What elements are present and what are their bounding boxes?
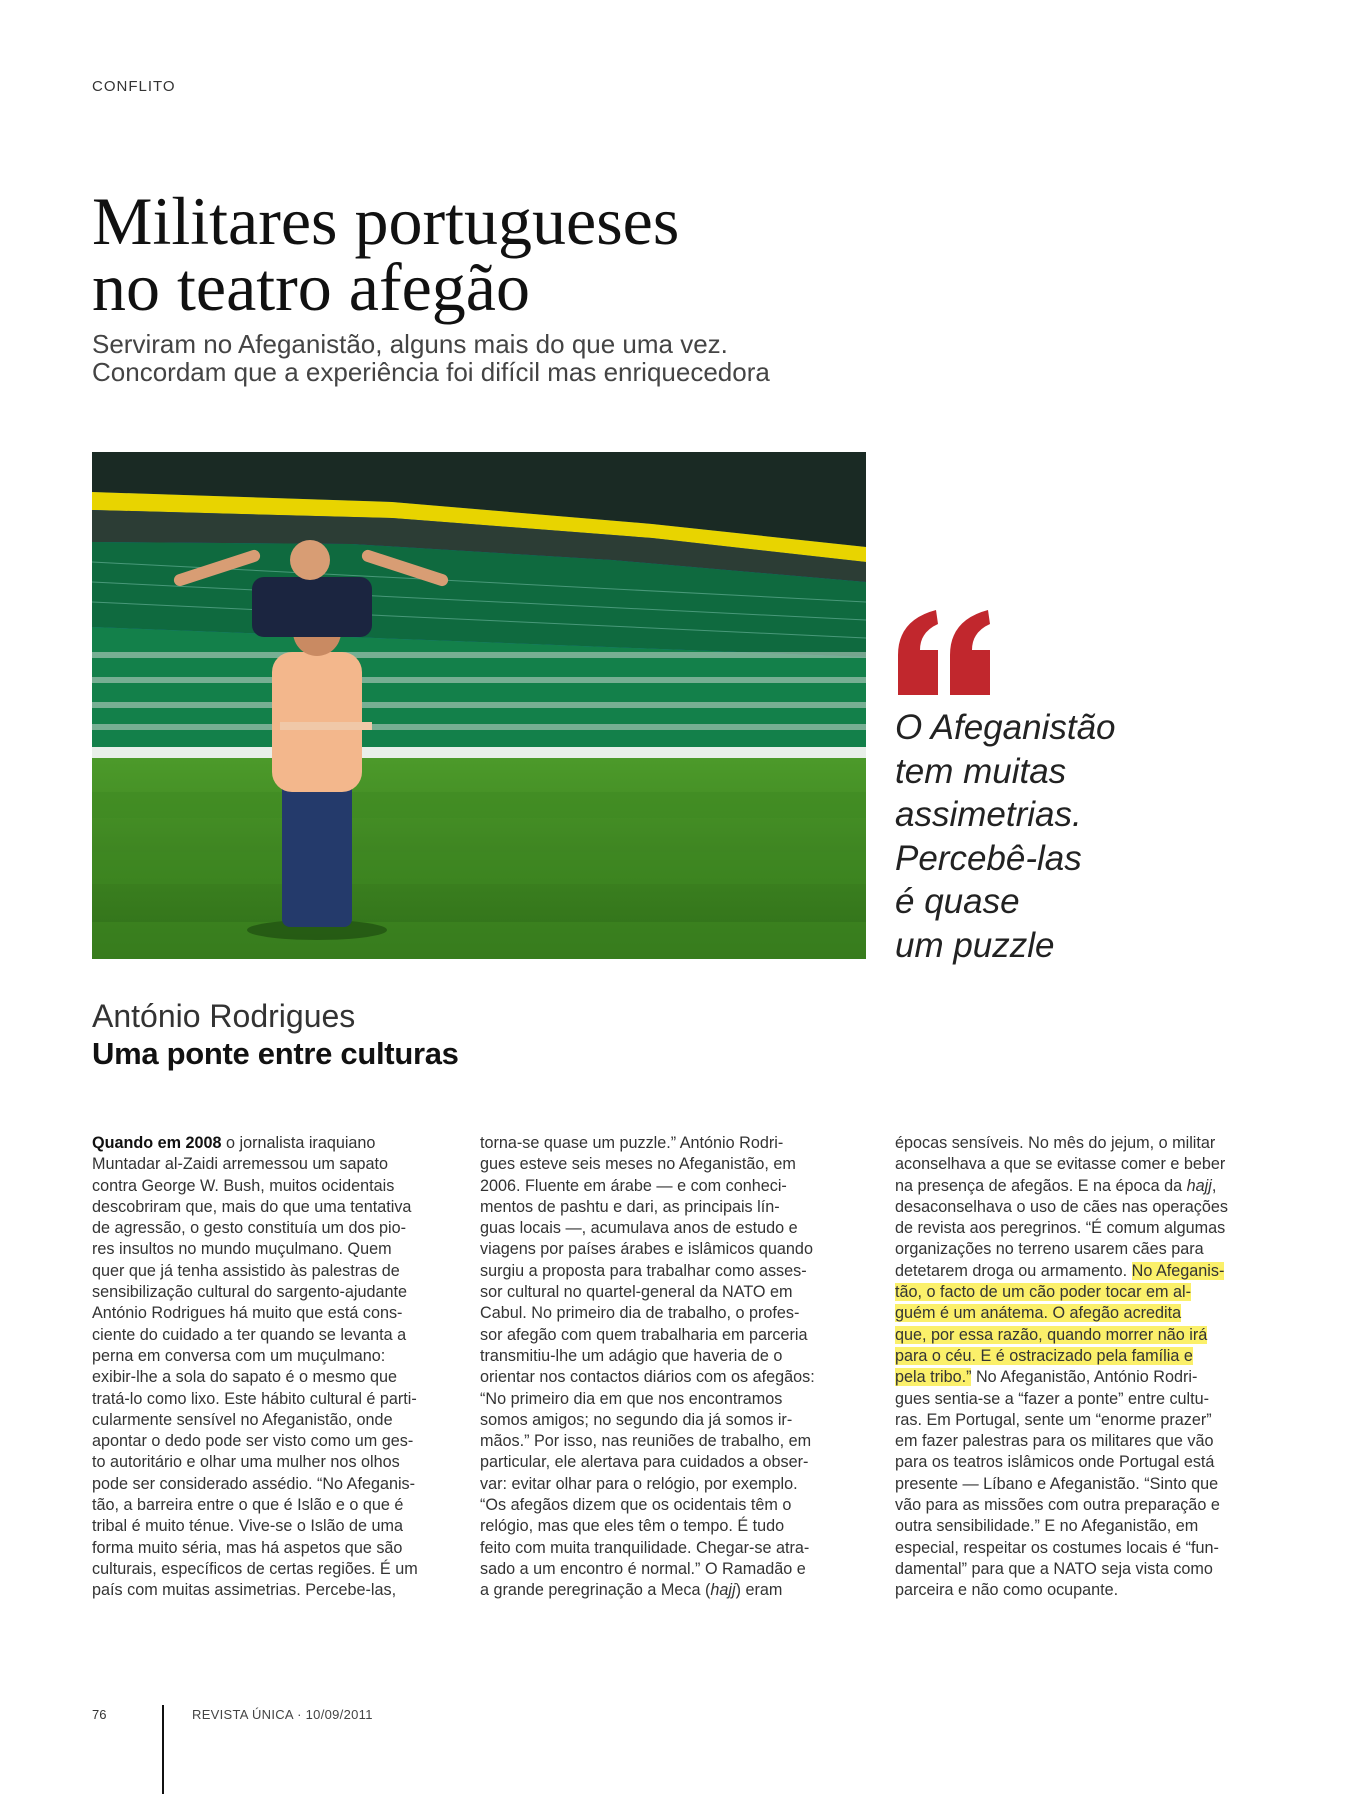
body-line: guas locais —, acumulava anos de estudo e bbox=[480, 1219, 798, 1238]
body-line: mãos.” Por isso, nas reuniões de trabalho, em bbox=[480, 1432, 812, 1451]
body-line: somos amigos; no segundo dia já somos ir- bbox=[480, 1410, 793, 1429]
body-line: em fazer palestras para os militares que vão bbox=[895, 1432, 1214, 1451]
body-line: exibir-lhe a sola do sapato é o mesmo que bbox=[92, 1368, 398, 1387]
body-line bbox=[895, 1261, 1261, 1282]
body-text: No Afeganistão, António Rodri- bbox=[971, 1368, 1198, 1387]
body-line: António Rodrigues há muito que está cons- bbox=[92, 1304, 403, 1323]
body-line: ras. Em Portugal, sente um “enorme prazer” bbox=[895, 1410, 1212, 1429]
body-line: “Os afegãos dizem que os ocidentais têm o bbox=[480, 1496, 792, 1515]
footer-divider bbox=[162, 1705, 164, 1794]
body-line: desaconselhava o uso de cães nas operações bbox=[895, 1197, 1228, 1216]
highlighted-text: tão, o facto de um cão poder tocar em al- bbox=[895, 1283, 1192, 1302]
body-line bbox=[895, 1176, 1261, 1197]
body-line: país com muitas assimetrias. Percebe-las, bbox=[92, 1581, 397, 1600]
pull-quote-line: um puzzle bbox=[895, 925, 1055, 965]
highlighted-text: guém é um anátema. O afegão acredita bbox=[895, 1304, 1182, 1323]
page-number: 76 bbox=[92, 1707, 107, 1722]
body-line bbox=[895, 1367, 1261, 1388]
body-line: épocas sensíveis. No mês do jejum, o militar bbox=[895, 1134, 1216, 1152]
body-line bbox=[895, 1303, 1261, 1324]
highlighted-text: para o céu. E é ostracizado pela família e bbox=[895, 1346, 1193, 1365]
body-line: var: evitar olhar para o relógio, por exemplo. bbox=[480, 1474, 798, 1493]
body-line: Cabul. No primeiro dia de trabalho, o profes- bbox=[480, 1304, 800, 1323]
body-line: feito com muita tranquilidade. Chegar-se atra- bbox=[480, 1538, 810, 1557]
body-line: vão para as missões com outra preparação e bbox=[895, 1496, 1220, 1515]
headline bbox=[92, 183, 852, 325]
body-line: sensibilização cultural do sargento-ajudante bbox=[92, 1283, 407, 1302]
body-line: sado a um encontro é normal.” O Ramadão e bbox=[480, 1559, 806, 1578]
body-line: descobriram que, mais do que uma tentativa bbox=[92, 1197, 412, 1216]
body-line: contra George W. Bush, muitos ocidentais bbox=[92, 1176, 395, 1195]
body-line: to autoritário e olhar uma mulher nos olhos bbox=[92, 1453, 400, 1472]
italic-term: hajj bbox=[1186, 1176, 1212, 1195]
stadium-photo bbox=[92, 452, 866, 959]
quote-mark-icon bbox=[898, 610, 993, 695]
body-line: de revista aos peregrinos. “É comum algumas bbox=[895, 1219, 1226, 1238]
body-line bbox=[895, 1325, 1261, 1346]
body-text: detetarem droga ou armamento. bbox=[895, 1261, 1132, 1280]
body-text: o jornalista iraquiano bbox=[221, 1134, 376, 1152]
body-line: quer que já tenha assistido às palestras de bbox=[92, 1261, 400, 1280]
section-label: CONFLITO bbox=[92, 78, 176, 95]
highlighted-text: pela tribo.” bbox=[895, 1368, 972, 1387]
pull-quote-line: O Afeganistão bbox=[895, 708, 1116, 747]
body-line: Muntadar al-Zaidi arremessou um sapato bbox=[92, 1155, 389, 1174]
body-line: apontar o dedo pode ser visto como um ges- bbox=[92, 1432, 414, 1451]
body-column-1 bbox=[92, 1133, 458, 1602]
pull-quote bbox=[895, 706, 1195, 967]
body-line: forma muito séria, mas há aspetos que são bbox=[92, 1538, 403, 1557]
body-line: aconselhava a que se evitasse comer e beber bbox=[895, 1155, 1226, 1174]
body-line: 2006. Fluente em árabe — e com conheci- bbox=[480, 1176, 787, 1195]
body-line: res insultos no mundo muçulmano. Quem bbox=[92, 1240, 392, 1259]
headline-line: Militares portugueses bbox=[92, 183, 680, 259]
body-line: gues esteve seis meses no Afeganistão, em bbox=[480, 1155, 796, 1174]
headline-line: no teatro afegão bbox=[92, 249, 530, 325]
standfirst-line: Concordam que a experiência foi difícil mas enriquecedora bbox=[92, 357, 770, 387]
standfirst-line: Serviram no Afeganistão, alguns mais do que uma vez. bbox=[92, 329, 728, 359]
body-line bbox=[92, 1133, 458, 1154]
body-column-2 bbox=[480, 1133, 846, 1602]
body-line: transmitiu-lhe um adágio que haveria de o bbox=[480, 1346, 783, 1365]
pull-quote-line: assimetrias. bbox=[895, 795, 1082, 834]
body-line: tão, a barreira entre o que é Islão e o que é bbox=[92, 1496, 404, 1515]
body-line: mentos de pashtu e dari, as principais lín- bbox=[480, 1197, 780, 1216]
body-line: ciente do cuidado a ter quando se levanta a bbox=[92, 1325, 407, 1344]
body-line: torna-se quase um puzzle.” António Rodri- bbox=[480, 1134, 784, 1152]
body-line: parceira e não como ocupante. bbox=[895, 1581, 1119, 1600]
body-line: viagens por países árabes e islâmicos quando bbox=[480, 1240, 813, 1259]
highlighted-text: No Afeganis- bbox=[1131, 1261, 1225, 1280]
publication-info: REVISTA ÚNICA · 10/09/2011 bbox=[192, 1707, 373, 1722]
subject-tagline: Uma ponte entre culturas bbox=[92, 1036, 459, 1071]
body-text: na presença de afegãos. E na época da bbox=[895, 1176, 1187, 1195]
body-line: especial, respeitar os costumes locais é “fun- bbox=[895, 1538, 1219, 1557]
body-line: culturais, específicos de certas regiões. É um bbox=[92, 1559, 418, 1578]
body-line: para os teatros islâmicos onde Portugal está bbox=[895, 1453, 1215, 1472]
subject-name: António Rodrigues bbox=[92, 998, 356, 1034]
body-line: de agressão, o gesto constituía um dos pio- bbox=[92, 1219, 407, 1238]
standfirst bbox=[92, 330, 892, 386]
body-line: particular, ele alertava para cuidados a obser- bbox=[480, 1453, 809, 1472]
body-text: , bbox=[1211, 1176, 1217, 1195]
body-column-3 bbox=[895, 1133, 1261, 1602]
body-line: damental” para que a NATO seja vista como bbox=[895, 1559, 1213, 1578]
body-text: a grande peregrinação a Meca ( bbox=[480, 1581, 711, 1600]
body-line: pode ser considerado assédio. “No Afeganis- bbox=[92, 1474, 416, 1493]
body-line: sor afegão com quem trabalharia em parceria bbox=[480, 1325, 808, 1344]
body-line: sor cultural no quartel-general da NATO em bbox=[480, 1283, 793, 1302]
body-line: outra sensibilidade.” E no Afeganistão, em bbox=[895, 1517, 1199, 1536]
pull-quote-line: tem muitas bbox=[895, 751, 1067, 791]
italic-term: hajj bbox=[710, 1581, 736, 1600]
body-line bbox=[895, 1282, 1261, 1303]
body-line: presente — Líbano e Afeganistão. “Sinto que bbox=[895, 1474, 1219, 1493]
body-line: organizações no terreno usarem cães para bbox=[895, 1240, 1204, 1259]
body-line bbox=[895, 1346, 1261, 1367]
body-line: tratá-lo como lixo. Este hábito cultural é parti- bbox=[92, 1389, 417, 1408]
stadium-photo-icon bbox=[92, 452, 866, 959]
pull-quote-line: Percebê-las bbox=[895, 838, 1082, 878]
body-line: cularmente sensível no Afeganistão, onde bbox=[92, 1410, 393, 1429]
body-line: orientar nos contactos diários com os afegãos: bbox=[480, 1368, 815, 1387]
lead-in: Quando em 2008 bbox=[92, 1134, 222, 1152]
body-line: “No primeiro dia em que nos encontramos bbox=[480, 1389, 783, 1408]
body-line: relógio, mas que eles têm o tempo. É tudo bbox=[480, 1517, 785, 1536]
body-line bbox=[480, 1580, 846, 1601]
body-line: gues sentia-se a “fazer a ponte” entre cultu- bbox=[895, 1389, 1210, 1408]
pull-quote-line: é quase bbox=[895, 882, 1020, 921]
highlighted-text: que, por essa razão, quando morrer não irá bbox=[895, 1325, 1208, 1344]
body-line: perna em conversa com um muçulmano: bbox=[92, 1346, 386, 1365]
body-line: surgiu a proposta para trabalhar como asses- bbox=[480, 1261, 807, 1280]
body-text: ) eram bbox=[735, 1581, 783, 1600]
body-line: tribal é muito ténue. Vive-se o Islão de uma bbox=[92, 1517, 404, 1536]
